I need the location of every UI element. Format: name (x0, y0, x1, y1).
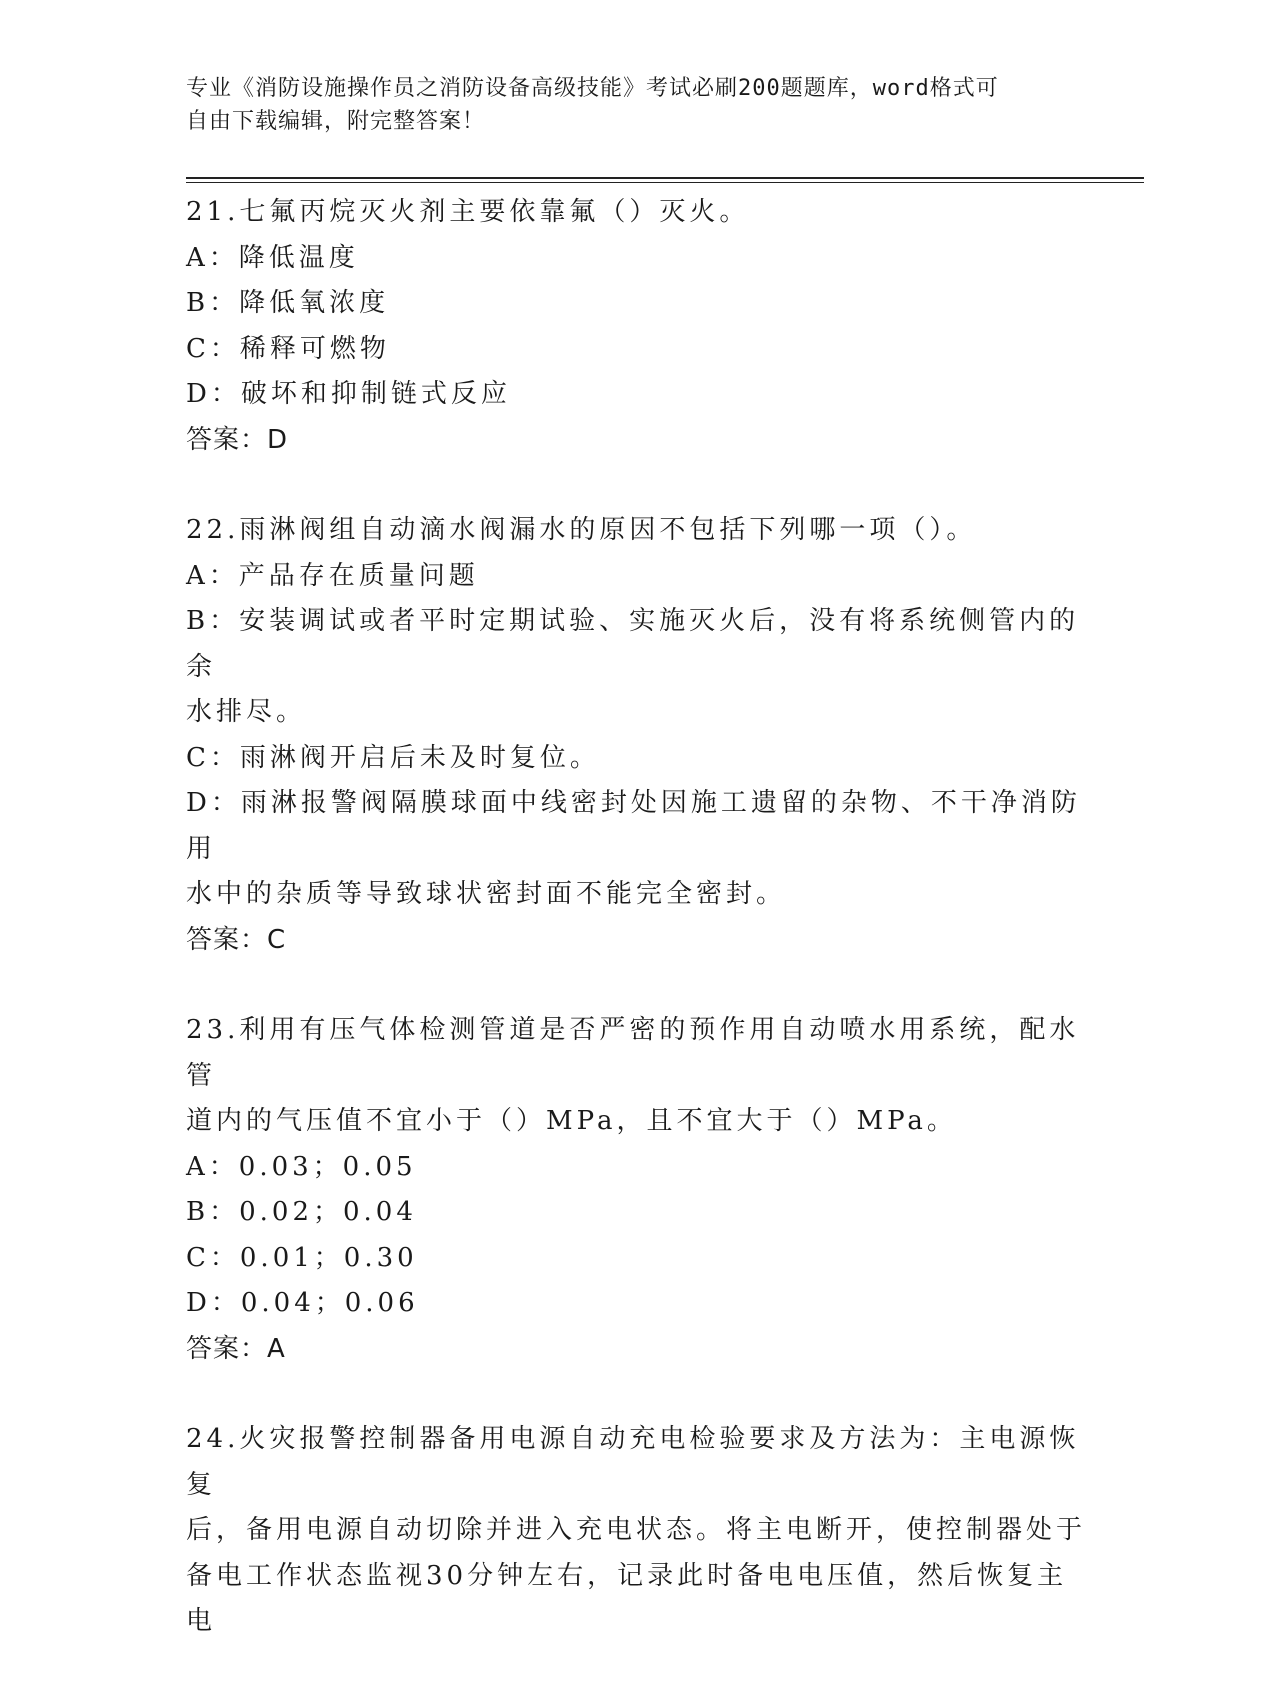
question-text: 23.利用有压气体检测管道是否严密的预作用自动喷水用系统，配水管 (186, 1015, 1080, 1091)
question-text: 道内的气压值不宜小于（）MPa，且不宜大于（）MPa。 (186, 1106, 957, 1136)
question-text: 24.火灾报警控制器备用电源自动充电检验要求及方法为：主电源恢复 (186, 1424, 1080, 1500)
answer-option: D：0.04；0.06 (186, 1288, 419, 1318)
answer-option: 水中的杂质等导致球状密封面不能完全密封。 (186, 879, 787, 909)
answer-key: 答案：A (186, 1333, 286, 1364)
answer-option: A：产品存在质量问题 (186, 560, 479, 591)
answer-option: D：雨淋报警阀隔膜球面中线密封处因施工遗留的杂物、不干净消防用 (186, 788, 1081, 864)
answer-option: A：0.03；0.05 (186, 1151, 417, 1182)
question-block (186, 508, 1086, 963)
question-block (186, 190, 1086, 463)
header-divider-thin (186, 182, 1144, 183)
answer-option: C：稀释可燃物 (186, 333, 390, 364)
question-text: 21.七氟丙烷灭火剂主要依靠氟（）灭火。 (186, 197, 750, 227)
question-text: 22.雨淋阀组自动滴水阀漏水的原因不包括下列哪一项（）。 (186, 515, 977, 545)
question-text: 后，备用电源自动切除并进入充电状态。将主电断开，使控制器处于 (186, 1515, 1087, 1545)
answer-option: B：降低氧浓度 (186, 288, 390, 318)
answer-option: D：破坏和抑制链式反应 (186, 379, 511, 409)
answer-option: C：雨淋阀开启后未及时复位。 (186, 742, 600, 773)
answer-option: C：0.01；0.30 (186, 1242, 418, 1273)
question-block (186, 1417, 1086, 1645)
answer-option: B：安装调试或者平时定期试验、实施灭火后，没有将系统侧管内的余 (186, 606, 1080, 682)
header-line-1: 专业《消防设施操作员之消防设备高级技能》考试必刷200题题库，word格式可 (186, 76, 999, 101)
answer-option: 水排尽。 (186, 697, 307, 727)
question-text: 备电工作状态监视30分钟左右，记录此时备电电压值，然后恢复主电 (186, 1560, 1068, 1636)
answer-key: 答案：D (186, 424, 289, 455)
question-list (186, 190, 1086, 1690)
answer-option: B：0.02；0.04 (186, 1197, 417, 1227)
header-line-2: 自由下载编辑，附完整答案！ (186, 109, 486, 134)
answer-option: A：降低温度 (186, 242, 359, 273)
answer-key: 答案：C (186, 924, 287, 955)
question-block (186, 1008, 1086, 1372)
document-header (186, 72, 1066, 138)
header-divider-thick (186, 177, 1144, 179)
